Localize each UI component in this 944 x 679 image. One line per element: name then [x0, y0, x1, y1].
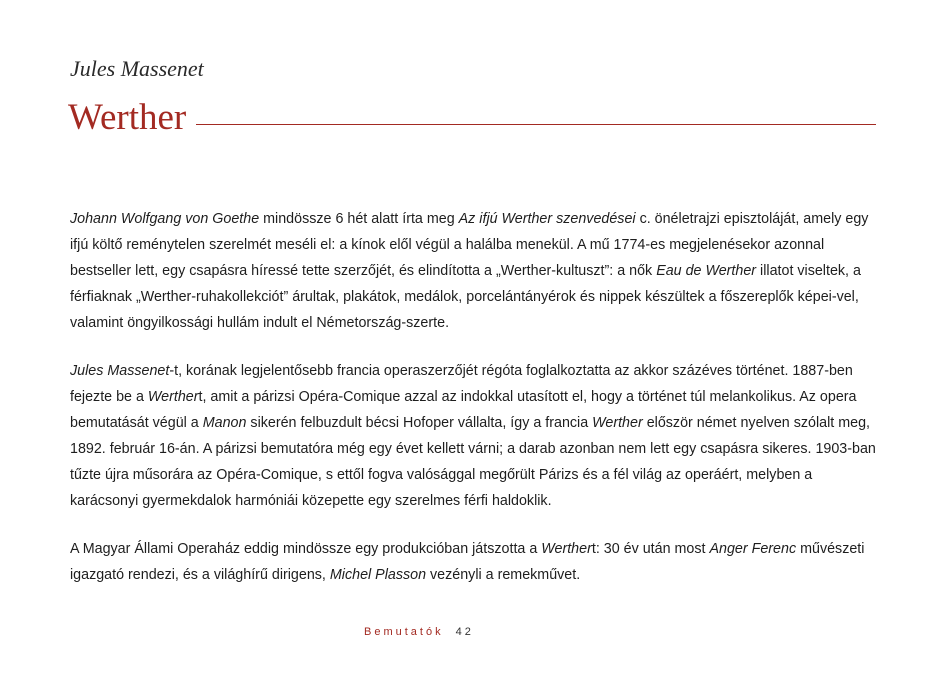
page-footer — [364, 626, 474, 638]
text-run: először német nyelven szólalt meg, 1892. február 16-án. A párizsi bemutatóra még egy évet kellett várni; a darab azonban nem lett egy csapásra sikeres. 1903-ban tűzte újra műsorára az Opéra-Comique, s ettől fogva valósággal megőrült Párizs és a fél világ az operáért, melyben a karácsonyi gyermekdalok harmóniái közepette egy szerelmes férfi haldoklik. — [70, 415, 876, 509]
text-run: illatot viseltek, a férfiaknak „Werther-ruhakollekciót” árultak, plakátok, medálok, porcelántányérok és nippek készültek a főszereplők képei-vel, valamint öngyilkossági hullám indult el Németország-szerte. — [70, 263, 861, 331]
text-run: t, amit a párizsi Opéra-Comique azzal az indokkal utasított el, hogy a történet túl melankolikus. Az opera bemutatását végül a — [70, 389, 857, 431]
paragraph-goethe — [70, 206, 878, 336]
footer-section-label: Bemutatók — [364, 626, 444, 638]
italic-text-run: Werther — [147, 389, 199, 405]
italic-text-run: Michel Plasson — [329, 567, 427, 583]
text-run: -t, korának legjelentősebb francia operaszerzőjét régóta foglalkoztatta az akkor százéves történet. 1887-ben fejezte be a — [70, 363, 853, 405]
italic-text-run: Jules Massenet — [70, 363, 170, 379]
text-run: mindössze 6 hét alatt írta meg — [259, 211, 459, 227]
italic-text-run: Werther — [541, 541, 592, 557]
text-run: c. önéletrajzi episztoláját, amely egy ifjú költő reménytelen szerelmét meséli el: a kínok elől végül a halálba menekül. A mű 1774-es megjelenésekor azonnal bestseller lett, egy csapásra híressé tette szerzőjét, és elindította a „Werther-kultuszt”: a nők — [70, 211, 869, 279]
page-number: 42 — [455, 626, 474, 638]
text-run: A Magyar Állami Operaház eddig mindössze egy produkcióban játszotta a — [70, 541, 542, 557]
text-run: sikerén felbuzdult bécsi Hofoper vállalta, így a francia — [246, 415, 593, 431]
italic-text-run: Anger Ferenc — [709, 541, 797, 557]
composer-name: Jules Massenet — [70, 56, 204, 81]
text-run: t: 30 év után most — [591, 541, 710, 557]
text-run: művészeti igazgató rendezi, és a világhírű dirigens, — [70, 541, 865, 583]
paragraph-massenet — [70, 358, 878, 514]
page-title: Werther — [68, 97, 187, 138]
title-row — [68, 90, 876, 136]
italic-text-run: Manon — [202, 415, 247, 431]
italic-text-run: Werther — [592, 415, 643, 431]
paragraph-opera-house — [70, 536, 878, 588]
italic-text-run: Eau de Werther — [656, 263, 757, 279]
italic-text-run: Az ifjú Werther szenvedései — [458, 211, 636, 227]
text-run: vezényli a remekművet. — [426, 567, 581, 583]
title-rule — [196, 124, 876, 125]
italic-text-run: Johann Wolfgang von Goethe — [70, 211, 260, 227]
